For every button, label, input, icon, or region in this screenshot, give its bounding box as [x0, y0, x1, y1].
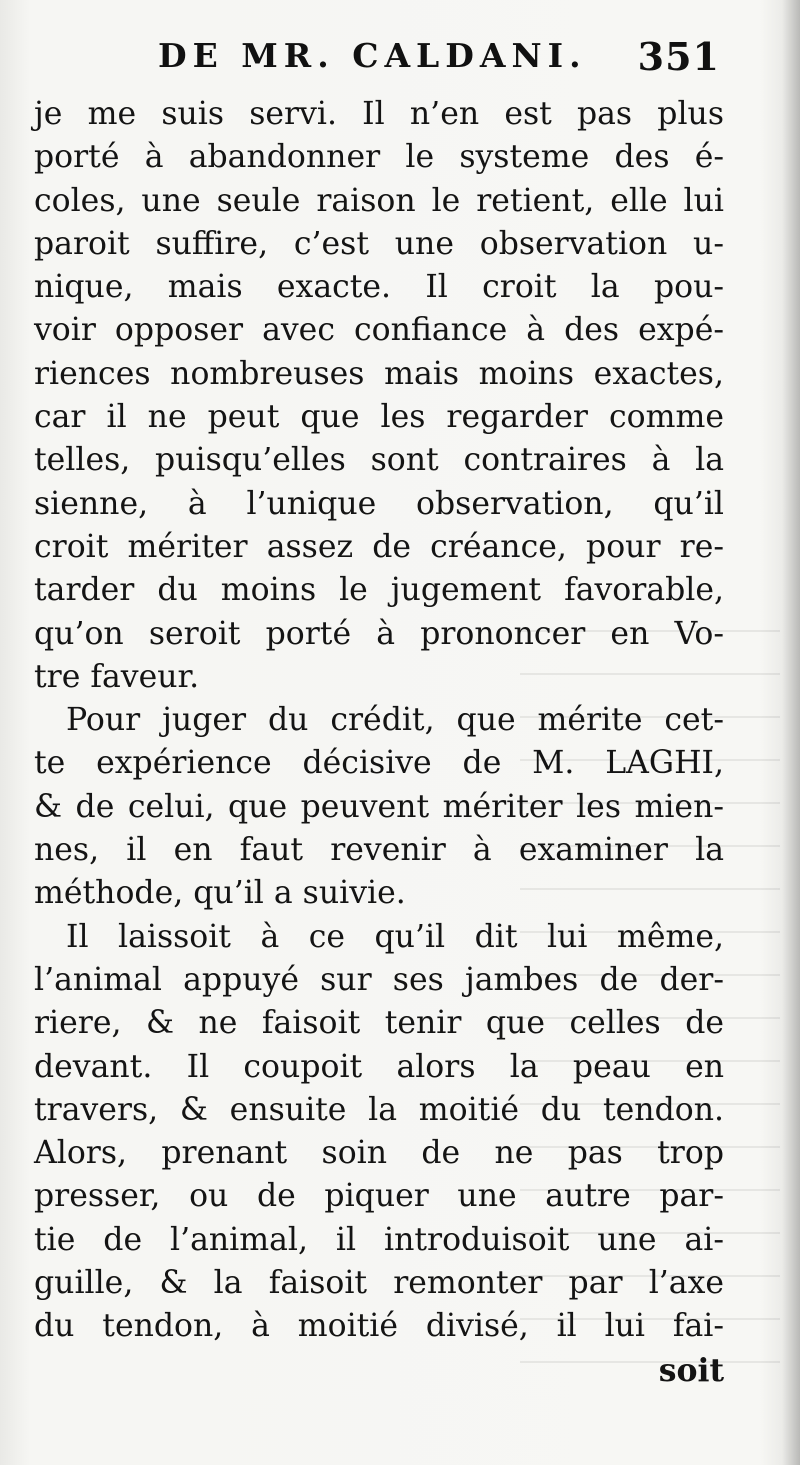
- text-line: & de celui, que peuvent mériter les mien-: [34, 788, 724, 825]
- text-line: qu’on seroit porté à prononcer en Vo-: [34, 615, 724, 652]
- text-line: porté à abandonner le systeme des é-: [34, 139, 724, 176]
- text-line: croit mériter assez de créance, pour re-: [34, 528, 724, 565]
- text-line: l’animal appuyé sur ses jambes de der-: [34, 961, 724, 998]
- text-line: sienne, à l’unique observation, qu’il: [34, 485, 724, 522]
- text-line: presser, ou de piquer une autre par-: [34, 1178, 724, 1215]
- running-title: DE MR. CALDANI.: [158, 36, 587, 75]
- text-line: riences nombreuses mais moins exactes,: [34, 355, 724, 392]
- text-line: méthode, qu’il a suivie.: [34, 875, 406, 912]
- text-line: nique, mais exacte. Il croit la pou-: [34, 269, 724, 306]
- text-line: riere, & ne faisoit tenir que celles de: [34, 1005, 724, 1042]
- catchword: soit: [658, 1351, 724, 1389]
- page-edge-shadow: [782, 0, 800, 1465]
- text-line: devant. Il coupoit alors la peau en: [34, 1048, 724, 1085]
- text-line: car il ne peut que les regarder comme: [34, 399, 724, 436]
- text-line: telles, puisqu’elles sont contraires à la: [34, 442, 724, 479]
- text-line: tie de l’animal, il introduisoit une ai-: [34, 1221, 724, 1258]
- text-line: coles, une seule raison le retient, elle lui: [34, 182, 724, 219]
- text-line: je me suis servi. Il n’en est pas plus: [34, 96, 724, 132]
- text-line: Alors, prenant soin de ne pas trop: [34, 1135, 724, 1172]
- text-line: voir opposer avec confiance à des expé-: [34, 312, 724, 349]
- text-line: guille, & la faisoit remonter par l’axe: [34, 1265, 724, 1302]
- text-line: paroit suffire, c’est une observation u-: [34, 225, 724, 262]
- text-line: Il laissoit à ce qu’il dit lui même,: [66, 918, 724, 955]
- text-line: te expérience décisive de M. LAGHI,: [34, 745, 724, 782]
- text-line: Pour juger du crédit, que mérite cet-: [66, 702, 724, 739]
- body-text: [34, 93, 724, 1392]
- text-line: nes, il en faut revenir à examiner la: [34, 832, 724, 869]
- page-number: 351: [637, 34, 720, 79]
- text-line: travers, & ensuite la moitié du tendon.: [34, 1091, 724, 1128]
- text-line: tarder du moins le jugement favorable,: [34, 572, 724, 609]
- page-header: [140, 36, 720, 92]
- text-line: tre faveur.: [34, 658, 200, 695]
- text-line: du tendon, à moitié divisé, il lui fai-: [34, 1308, 724, 1345]
